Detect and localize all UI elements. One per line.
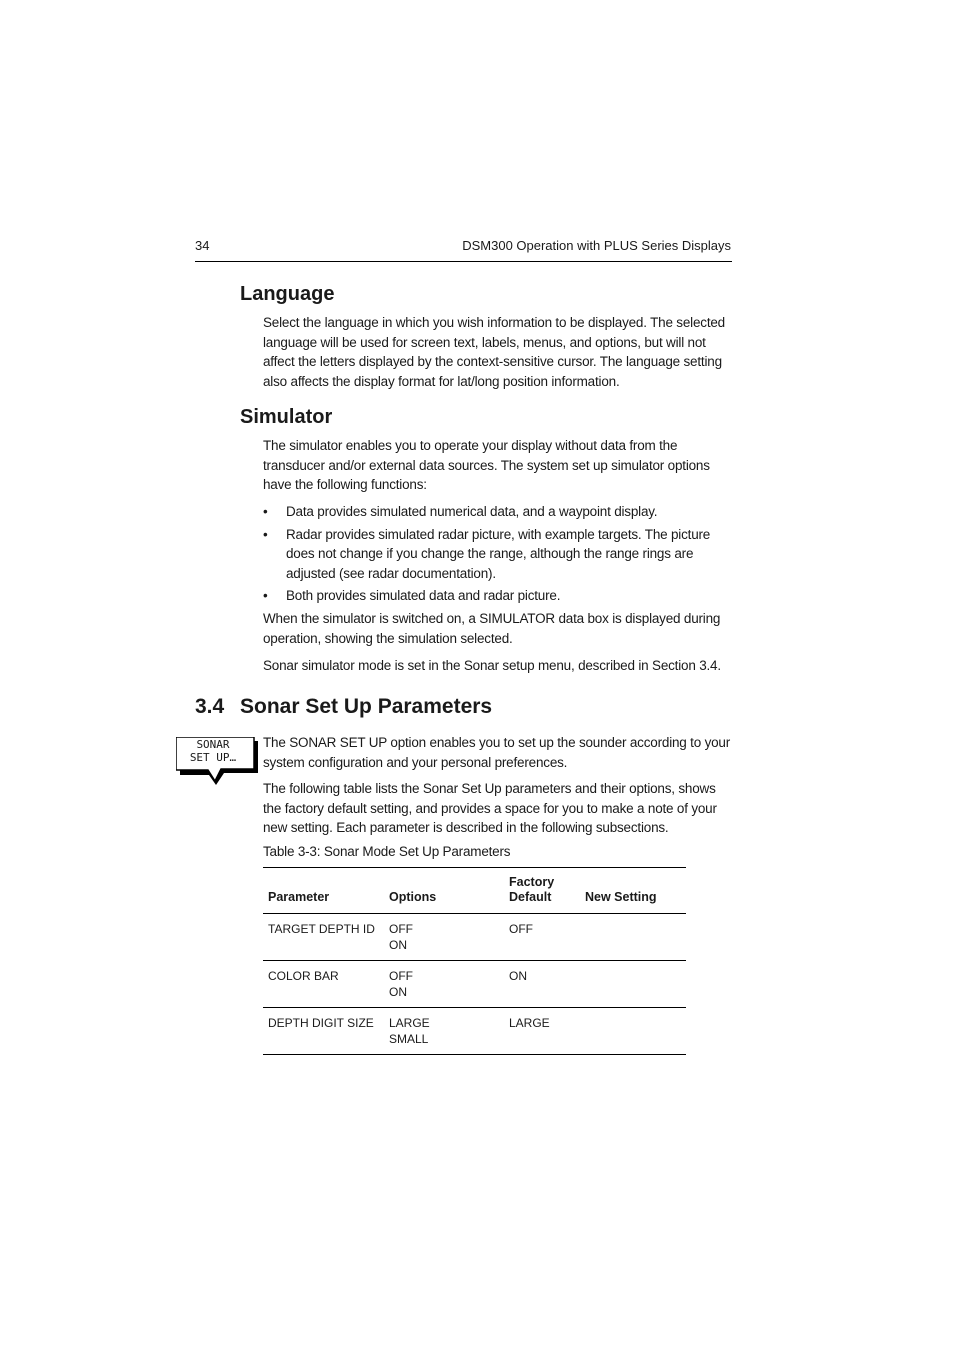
cell-parameter: COLOR BAR [268,969,339,983]
list-item [263,525,731,584]
section-title: Sonar Set Up Parameters [240,695,493,718]
table-caption: Table 3-3: Sonar Mode Set Up Parameters [263,844,511,859]
table-row [263,1008,686,1055]
table-intro-paragraph: The following table lists the Sonar Set Up parameters and their options, shows the factory default setting, and provides a space for you to make a note of your new setting. Each parameter is described in the following subsections. [263,781,717,835]
cell-default: OFF [509,922,533,936]
option-value: SMALL [389,1032,429,1046]
sonar-parameters-table [263,867,686,1055]
bullet-text: Radar provides simulated radar picture, with example targets. The picture does not change if you change the range, although the range rings are adjusted (see radar documentation). [286,526,711,581]
cell-new-setting [580,961,686,1008]
option-value: OFF [389,922,413,936]
cell-default: ON [509,969,527,983]
cell-options [384,914,504,961]
table-header-row [263,868,686,914]
bullet-icon: • [263,504,268,519]
sonar-simulator-note: Sonar simulator mode is set in the Sonar setup menu, described in Section 3.4. [263,658,721,673]
header-options: Options [389,890,437,904]
cell-new-setting [580,1008,686,1055]
bullet-text: Data provides simulated numerical data, and a waypoint display. [286,504,658,519]
cell-parameter: TARGET DEPTH ID [268,922,375,936]
sonar-setup-paragraph: The SONAR SET UP option enables you to set up the sounder according to your system configuration and your personal preferences. [263,735,731,770]
softkey-label [176,739,250,764]
page-number: 34 [195,238,210,253]
cell-parameter: DEPTH DIGIT SIZE [268,1016,374,1030]
simulator-heading: Simulator [240,406,333,428]
bullet-icon: • [263,588,268,603]
header-factory-default-line2: Default [509,890,552,904]
list-item [263,502,731,522]
section-number: 3.4 [195,695,225,718]
header-factory-default-line1: Factory [509,875,555,889]
language-heading: Language [240,283,335,305]
cell-options [384,1008,504,1055]
bullet-text: Both provides simulated data and radar picture. [286,588,561,603]
header-rule [195,261,732,262]
simulator-note: When the simulator is switched on, a SIMULATOR data box is displayed during operation, showing the simulation selected. [263,611,721,646]
header-new-setting: New Setting [585,890,657,904]
language-paragraph: Select the language in which you wish information to be displayed. The selected language will be used for screen text, labels, menus, and options, but will not affect the letters displayed by the context-sensitive cursor. The language setting also affects the display format for lat/long position information. [263,315,725,389]
option-value: OFF [389,969,413,983]
option-value: ON [389,938,407,952]
option-value: LARGE [389,1016,430,1030]
sonar-setup-softkey-icon [176,737,258,787]
header-parameter: Parameter [268,890,330,904]
section-heading [195,695,492,719]
running-header-title: DSM300 Operation with PLUS Series Displays [462,238,731,253]
simulator-options-list [263,502,731,609]
bullet-icon: • [263,526,268,542]
softkey-label-line2: SET UP… [189,750,237,764]
option-value: ON [389,985,407,999]
table-row [263,914,686,961]
table-row [263,961,686,1008]
softkey-label-line1: SONAR [196,738,230,751]
list-item [263,586,731,606]
simulator-intro: The simulator enables you to operate your display without data from the transducer and/or external data sources. The system set up simulator options have the following functions: [263,438,710,492]
cell-options [384,961,504,1008]
cell-default: LARGE [509,1016,550,1030]
header-factory-default [504,868,580,914]
cell-new-setting [580,914,686,961]
